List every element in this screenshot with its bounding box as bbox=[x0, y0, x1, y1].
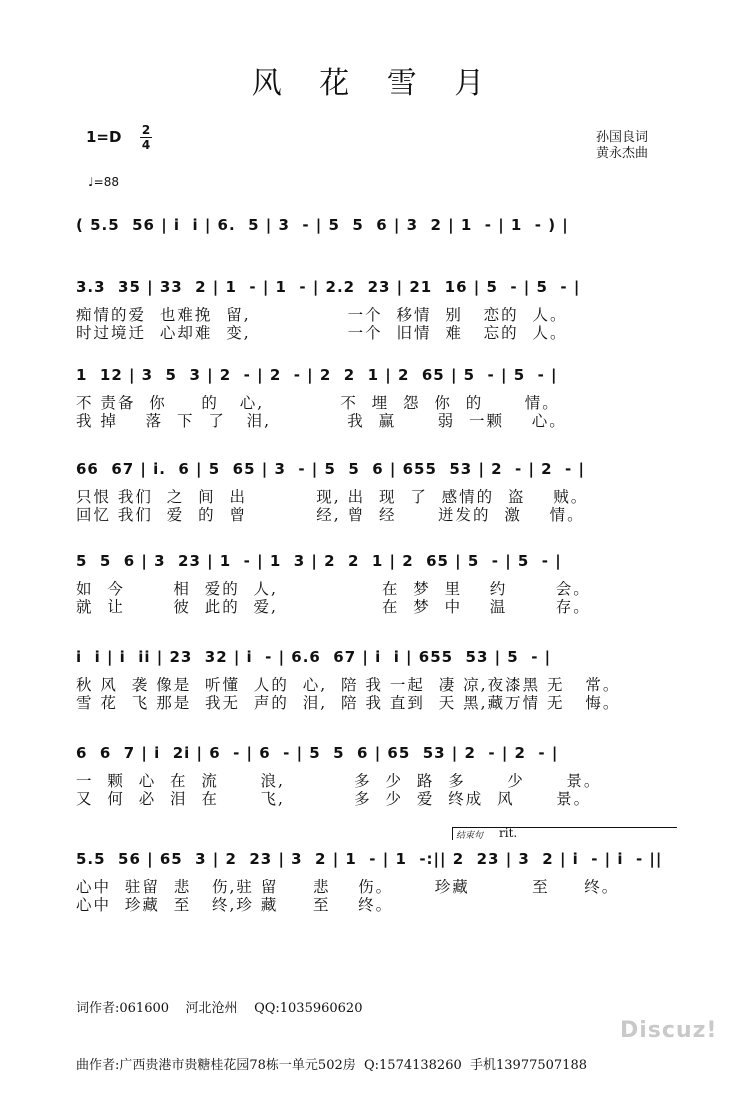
footer-contact bbox=[76, 961, 587, 1094]
notation-line: i i | i ii | 23 32 | i - | 6.6 67 | i i | 655 53 | 5 - | bbox=[76, 648, 552, 666]
ritardando-marking: rit. bbox=[499, 826, 518, 840]
lyricist-info: 词作者:061600 河北沧州 QQ:1035960620 bbox=[76, 1001, 363, 1016]
credits bbox=[596, 130, 648, 162]
score-row-2 bbox=[76, 278, 676, 342]
score-row-1 bbox=[76, 216, 676, 244]
lyric-verse-2: 我 掉 落 下 了 泪, 我 赢 弱 一颗 心。 bbox=[76, 412, 567, 430]
lyric-verse-1: 痴情的爱 也难挽 留, 一个 移情 别 恋的 人。 bbox=[76, 306, 568, 324]
lyric-verse-1: 心中 驻留 悲 伤,驻 留 悲 伤。 珍藏 至 终。 bbox=[76, 878, 620, 896]
composer-credit: 黄永杰曲 bbox=[596, 146, 649, 161]
score-row-7 bbox=[76, 744, 676, 808]
time-top: 2 bbox=[141, 123, 151, 137]
notation-line: 6 6 7 | i 2i | 6 - | 6 - | 5 5 6 | 65 53 | 2 - | 2 - | bbox=[76, 744, 559, 762]
ending-bracket bbox=[452, 827, 677, 840]
time-signature bbox=[140, 124, 152, 151]
lyric-verse-2: 就 让 彼 此的 爱, 在 梦 中 温 存。 bbox=[76, 598, 591, 616]
song-title: 风 花 雪 月 bbox=[251, 66, 499, 101]
notation-line: ( 5.5 56 | i i | 6. 5 | 3 - | 5 5 6 | 3 2 | 1 - | 1 - ) | bbox=[76, 216, 569, 234]
lyric-verse-2: 时过境迁 心却难 变, 一个 旧情 难 忘的 人。 bbox=[76, 324, 568, 342]
ending-label: 结束句 bbox=[456, 831, 484, 841]
time-bottom: 4 bbox=[141, 138, 151, 152]
lyric-verse-2: 雪 花 飞 那是 我无 声的 泪, 陪 我 直到 天 黑,藏万情 无 悔。 bbox=[76, 694, 621, 712]
score-row-3 bbox=[76, 366, 676, 430]
lyric-verse-1: 一 颗 心 在 流 浪, 多 少 路 多 少 景。 bbox=[76, 772, 602, 790]
score-row-5 bbox=[76, 552, 676, 616]
composer-info: 曲作者:广西贵港市贵糖桂花园78栋一单元502房 Q:1574138260 手机13977507188 bbox=[76, 1058, 587, 1073]
notation-line: 5.5 56 | 65 3 | 2 23 | 3 2 | 1 - | 1 -:|| 2 23 | 3 2 | i - | i - || bbox=[76, 850, 663, 868]
watermark-logo: Discuz! bbox=[620, 1018, 718, 1043]
lyricist-credit: 孙国良词 bbox=[596, 130, 649, 145]
score-row-4 bbox=[76, 460, 676, 524]
lyric-verse-2: 又 何 必 泪 在 飞, 多 少 爱 终成 风 景。 bbox=[76, 790, 592, 808]
lyric-verse-1: 不 责备 你 的 心, 不 埋 怨 你 的 情。 bbox=[76, 394, 560, 412]
lyric-verse-1: 秋 风 袭 像是 听懂 人的 心, 陪 我 一起 凄 凉,夜漆黑 无 常。 bbox=[76, 676, 621, 694]
notation-line: 1 12 | 3 5 3 | 2 - | 2 - | 2 2 1 | 2 65 | 5 - | 5 - | bbox=[76, 366, 558, 384]
score-row-8 bbox=[76, 850, 676, 914]
tempo-marking: ♩=88 bbox=[88, 175, 119, 189]
lyric-verse-2: 回忆 我们 爱 的 曾 经, 曾 经 迸发的 激 情。 bbox=[76, 506, 585, 524]
notation-line: 66 67 | i. 6 | 5 65 | 3 - | 5 5 6 | 655 53 | 2 - | 2 - | bbox=[76, 460, 585, 478]
lyric-verse-1: 如 今 相 爱的 人, 在 梦 里 约 会。 bbox=[76, 580, 591, 598]
lyric-verse-2: 心中 珍藏 至 终,珍 藏 至 终。 bbox=[76, 896, 394, 914]
score-row-6 bbox=[76, 648, 676, 712]
lyric-verse-1: 只恨 我们 之 间 出 现, 出 现 了 感情的 盗 贼。 bbox=[76, 488, 589, 506]
notation-line: 3.3 35 | 33 2 | 1 - | 1 - | 2.2 23 | 21 16 | 5 - | 5 - | bbox=[76, 278, 581, 296]
notation-line: 5 5 6 | 3 23 | 1 - | 1 3 | 2 2 1 | 2 65 | 5 - | 5 - | bbox=[76, 552, 562, 570]
key-signature: 1=D bbox=[86, 128, 122, 146]
